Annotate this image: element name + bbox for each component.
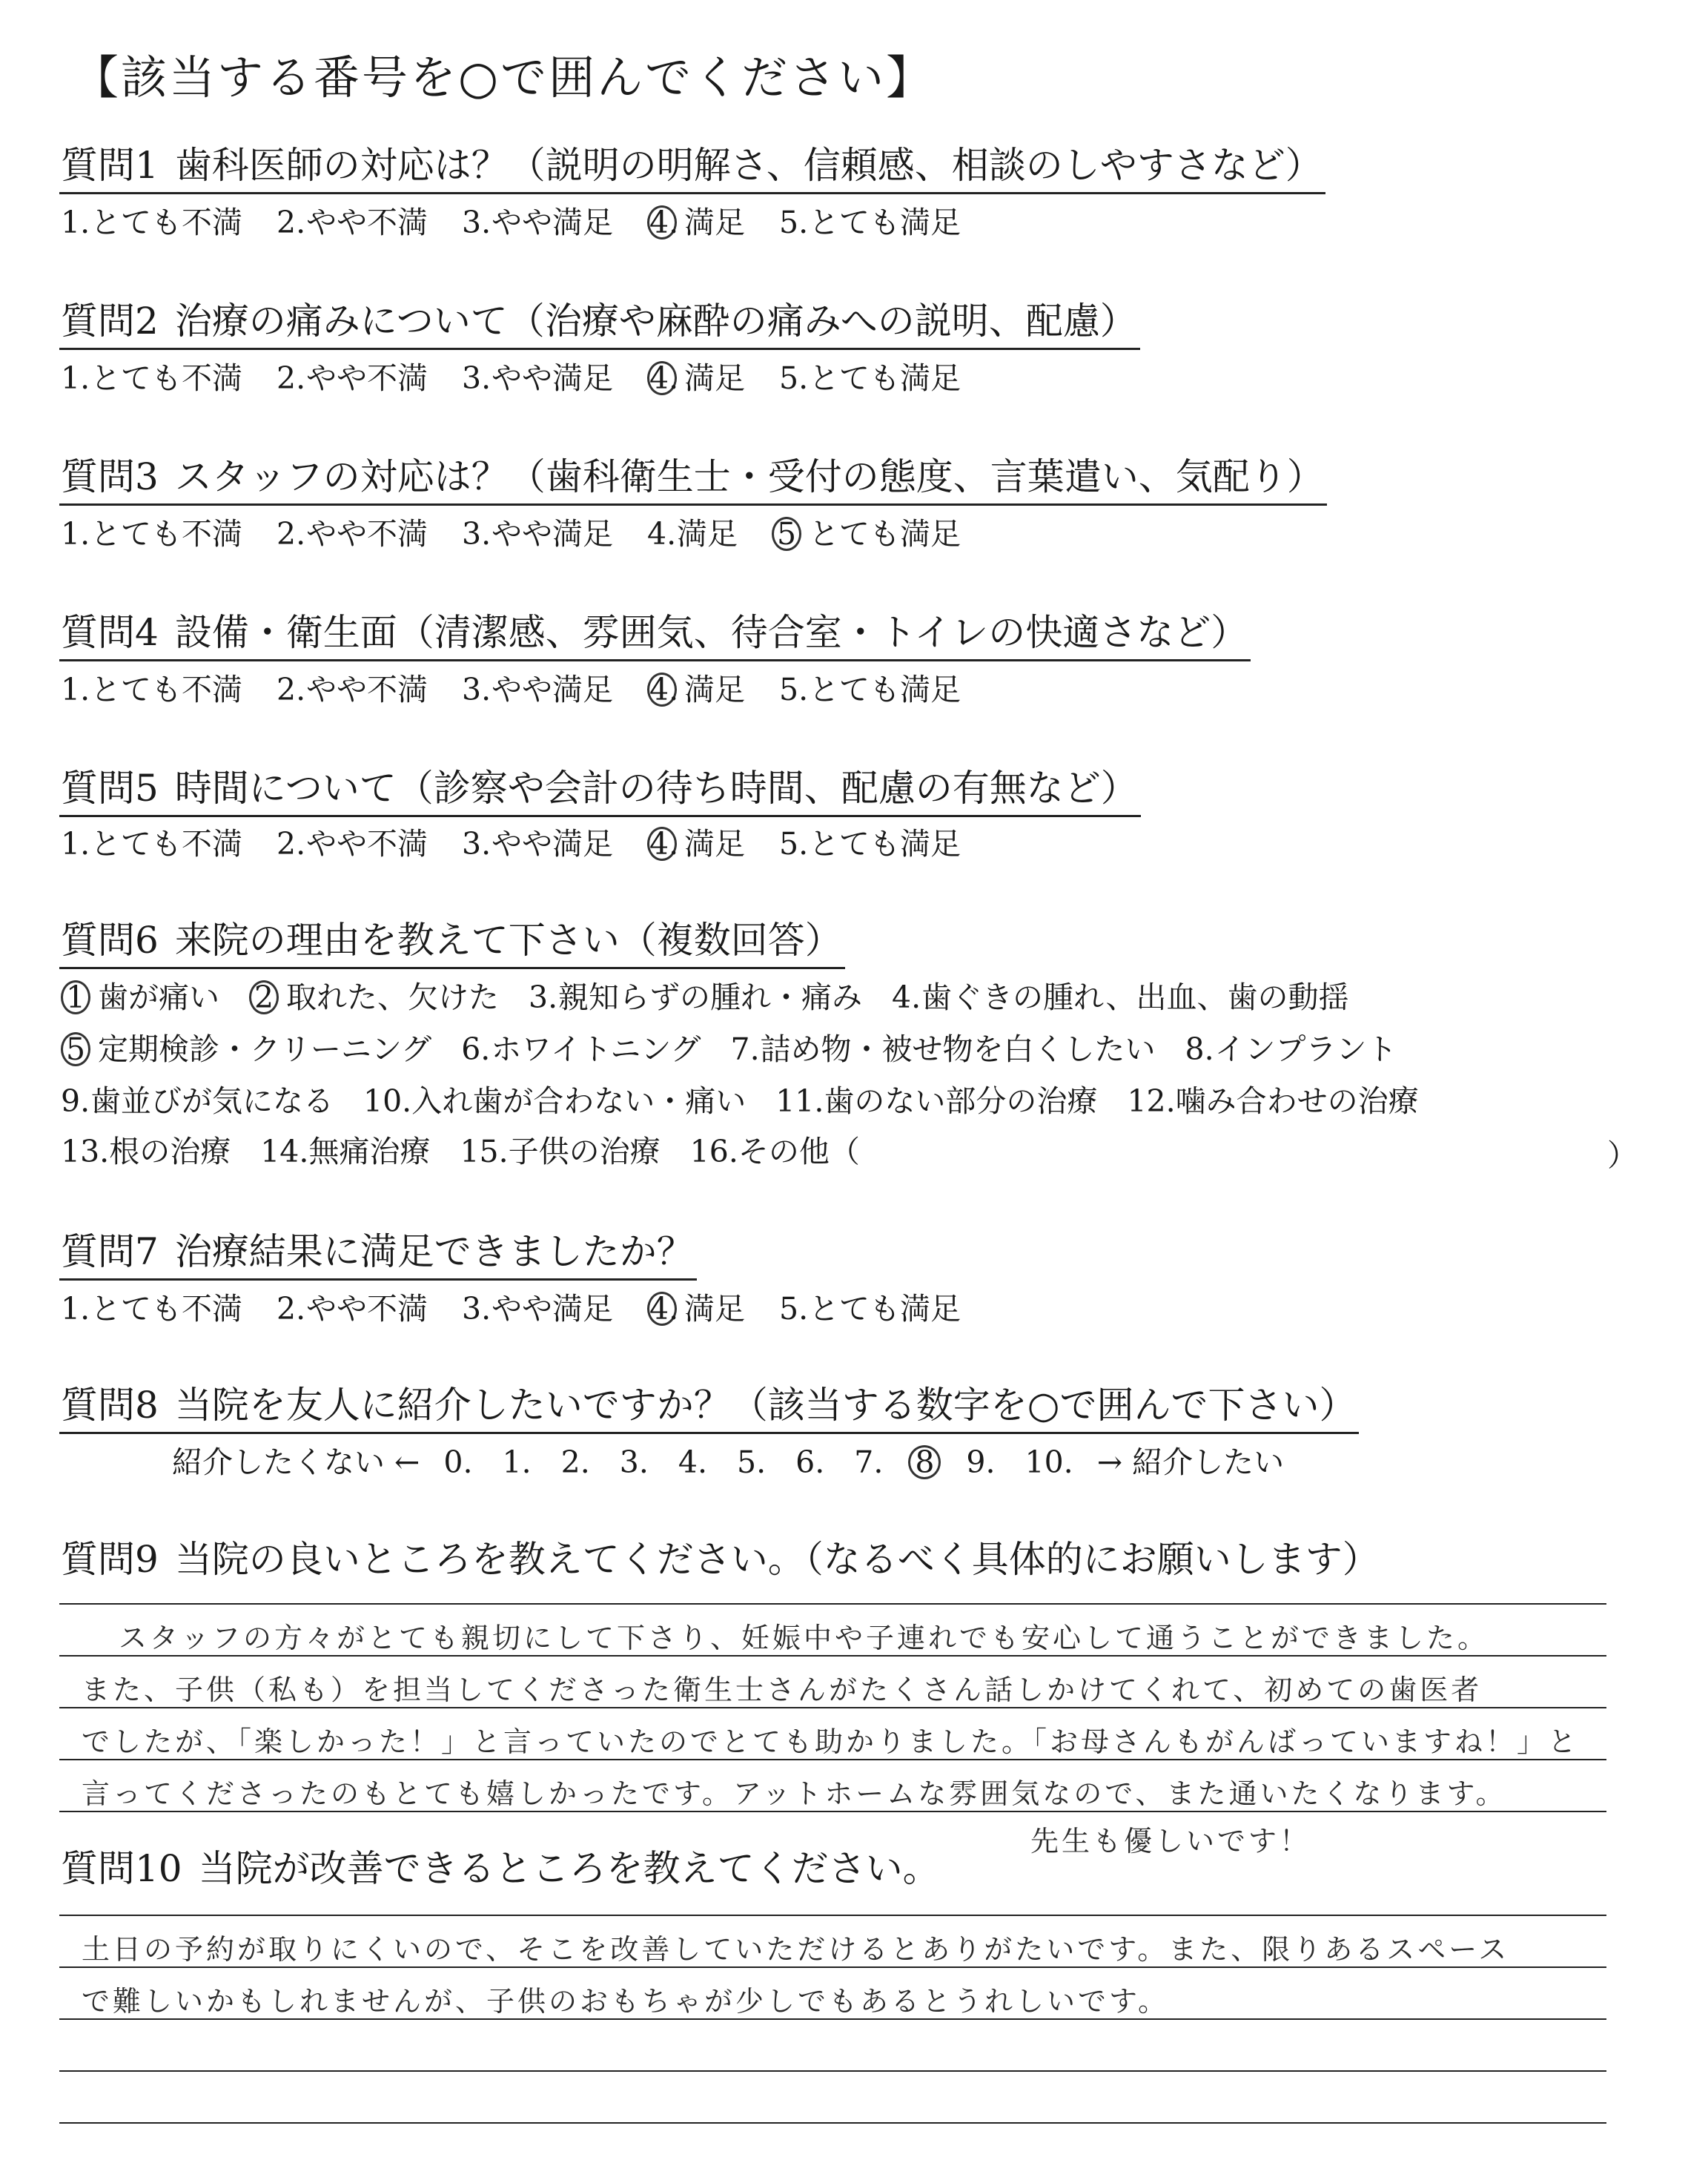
ruled-line (59, 2018, 1606, 2020)
options-row (61, 671, 995, 708)
option-label: 取れた、欠けた (286, 980, 499, 1015)
question-number: 質問7 (61, 1230, 159, 1273)
question-text: 時間について（診察や会計の待ち時間、配慮の有無など） (174, 767, 1138, 810)
options-row (61, 515, 995, 552)
question-text: スタッフの対応は？（歯科衛生士・受付の態度、言葉遣い、気配り） (174, 455, 1324, 498)
option-number: 3. (462, 826, 491, 862)
option[interactable] (647, 671, 745, 708)
option-label: とても満足 (809, 672, 961, 707)
option[interactable] (462, 1290, 613, 1327)
option-label: 詰め物・被せ物を白くしたい (760, 1031, 1156, 1067)
option[interactable] (277, 360, 428, 397)
option-label: とても不満 (90, 205, 242, 240)
option-label: 満足 (684, 1291, 745, 1327)
option-label: 満足 (677, 516, 738, 552)
option-label: とても不満 (90, 1291, 242, 1327)
option-label: 無痛治療 (308, 1134, 431, 1169)
option-label: 満足 (684, 205, 745, 240)
reason-option[interactable] (529, 979, 862, 1016)
reason-option[interactable] (61, 979, 219, 1016)
option-label: 歯ぐきの腫れ、出血、歯の動揺 (921, 980, 1349, 1015)
ruled-line (59, 2070, 1606, 2072)
option[interactable] (61, 671, 242, 708)
reason-option[interactable] (363, 1083, 746, 1120)
option-label: 満足 (684, 360, 745, 396)
reason-option[interactable] (1185, 1031, 1397, 1068)
option-number: 2. (277, 205, 306, 240)
option-label: とても不満 (90, 672, 242, 707)
option-number: 3. (462, 205, 491, 240)
recommend-scale (163, 1444, 1293, 1481)
reason-row (61, 1083, 1449, 1120)
option-label: とても満足 (809, 1291, 961, 1327)
option-label: やや不満 (306, 1291, 428, 1327)
option-label: ホワイトニング (491, 1031, 701, 1067)
ruled-line (59, 1915, 1606, 1916)
ruled-line (59, 1759, 1606, 1760)
reason-row (61, 979, 1378, 1016)
option-label: とても満足 (809, 360, 961, 396)
option[interactable] (779, 360, 961, 397)
question-text: 歯科医師の対応は？（説明の明解さ、信頼感、相談のしやすさなど） (174, 144, 1323, 187)
option[interactable] (61, 204, 242, 241)
option-number: 1. (61, 826, 90, 862)
circled-option-number: 2 (249, 980, 279, 1014)
question-title (59, 145, 1325, 194)
option-number: 1. (61, 205, 90, 240)
option-label: 子供の治療 (508, 1134, 661, 1169)
reason-row (61, 1133, 890, 1170)
question-text: 来院の理由を教えて下さい（複数回答） (174, 919, 842, 962)
option-number: 5. (779, 360, 809, 396)
scale-left-label: 紹介したくない ← (172, 1444, 420, 1480)
option[interactable] (647, 360, 745, 397)
scale-number[interactable]: 5. (737, 1444, 767, 1480)
option-label: その他（ (738, 1134, 860, 1169)
option[interactable] (779, 825, 961, 862)
handwritten-answer-line: スタッフの方々がとても親切にして下さり、妊娠中や子連れでも安心して通うことができました。 (119, 1622, 1489, 1654)
option[interactable] (647, 1290, 745, 1327)
option[interactable] (779, 204, 961, 241)
option-number: 5. (779, 826, 809, 862)
ruled-line (59, 1655, 1606, 1657)
option-number: 5. (779, 672, 809, 707)
question-title (59, 1539, 1383, 1586)
option-number: 2. (277, 826, 306, 862)
scale-number[interactable]: 3. (619, 1444, 649, 1480)
question-title (59, 612, 1251, 661)
handwritten-answer-line: また、子供（私も）を担当してくださった衛生士さんがたくさん話しかけてくれて、初めての歯医者 (82, 1674, 1483, 1706)
option-label: やや満足 (491, 360, 613, 396)
option[interactable] (647, 825, 745, 862)
circled-option-number: 4. (647, 205, 677, 240)
options-row (61, 825, 995, 862)
handwritten-answer-line: 言ってくださったのもとても嬉しかったです。アットホームな雰囲気なので、また通いたくなります。 (82, 1777, 1507, 1810)
reason-option[interactable] (61, 1083, 334, 1120)
option-number: 2. (277, 516, 306, 552)
circled-option-number: 4. (647, 361, 677, 395)
scale-right-label: → 紹介したい (1096, 1444, 1285, 1480)
circled-option-number: 5 (772, 517, 801, 551)
ruled-line (59, 2122, 1606, 2124)
reason-option[interactable] (460, 1133, 660, 1170)
reason-option[interactable] (260, 1133, 430, 1170)
question-number: 質問9 (61, 1538, 159, 1581)
option[interactable] (462, 825, 613, 862)
question-text: 治療結果に満足できましたか？ (174, 1230, 694, 1273)
option-number: 7. (730, 1031, 760, 1067)
option[interactable] (462, 515, 613, 552)
ruled-line (59, 1811, 1606, 1812)
option-number: 2. (277, 1291, 306, 1327)
option-number: 6. (461, 1031, 491, 1067)
question-title (59, 1848, 943, 1895)
reason-option[interactable] (731, 1031, 1156, 1068)
option[interactable] (277, 1290, 428, 1327)
question-number: 質問3 (61, 455, 159, 498)
scale-number[interactable]: 4. (678, 1444, 708, 1480)
option-label: とても不満 (90, 826, 242, 862)
option[interactable] (772, 515, 961, 552)
option[interactable] (277, 204, 428, 241)
reason-row (61, 1031, 1427, 1068)
option-number: 4. (892, 980, 921, 1015)
option-label: やや不満 (306, 826, 428, 862)
question-title (59, 300, 1140, 350)
option-number: 14. (260, 1134, 309, 1169)
other-close-paren: ） (1607, 1137, 1638, 1173)
reason-option[interactable] (690, 1133, 860, 1170)
reason-option[interactable] (775, 1083, 1097, 1120)
scale-number[interactable]: 7. (854, 1444, 884, 1480)
option-number: 8. (1185, 1031, 1214, 1067)
option-label: やや不満 (306, 672, 428, 707)
option-label: やや満足 (491, 205, 613, 240)
option-label: 歯が痛い (98, 980, 219, 1015)
option-label: 歯並びが気になる (90, 1083, 334, 1119)
reason-option[interactable] (61, 1133, 231, 1170)
handwritten-note: 先生も優しいです！ (1030, 1825, 1311, 1857)
option-label: やや不満 (306, 360, 428, 396)
ruled-line (59, 1966, 1606, 1968)
option-number: 16. (689, 1134, 738, 1169)
scale-number[interactable]: 2. (560, 1444, 590, 1480)
option-number: 11. (775, 1083, 824, 1119)
option-number: 1. (61, 1291, 90, 1327)
circled-option-number: 4. (647, 827, 677, 861)
question-number: 質問2 (61, 300, 159, 343)
question-title (59, 919, 845, 969)
question-number: 質問5 (61, 767, 159, 810)
scale-number[interactable]: 6. (795, 1444, 825, 1480)
option-label: 噛み合わせの治療 (1175, 1083, 1419, 1119)
option[interactable] (462, 204, 613, 241)
option-label: とても満足 (809, 516, 961, 552)
circled-option-number: 4. (647, 673, 677, 707)
option-number: 3. (462, 1291, 491, 1327)
reason-option[interactable] (461, 1031, 701, 1068)
option-number: 9. (61, 1083, 90, 1119)
option-number: 5. (779, 1291, 809, 1327)
option-label: やや満足 (491, 1291, 613, 1327)
scale-number[interactable]: 0. (443, 1444, 473, 1480)
option-label: 入れ歯が合わない・痛い (411, 1083, 747, 1119)
option-label: やや満足 (491, 826, 613, 862)
circled-option-number: 5 (61, 1032, 90, 1066)
reason-option[interactable] (61, 1031, 431, 1068)
option[interactable] (277, 515, 428, 552)
circled-option-number: 4. (647, 1292, 677, 1326)
option-number: 3. (462, 360, 491, 396)
question-title (59, 1384, 1359, 1434)
scale-number[interactable]: 1. (502, 1444, 532, 1480)
reason-option[interactable] (1127, 1083, 1418, 1120)
ruled-line (59, 1603, 1606, 1605)
question-text: 当院の良いところを教えてください。（なるべく具体的にお願いします） (174, 1538, 1380, 1581)
option-number: 1. (61, 360, 90, 396)
option[interactable] (277, 825, 428, 862)
option-label: やや不満 (306, 516, 428, 552)
option-number: 5. (779, 205, 809, 240)
handwritten-answer-line: 土日の予約が取りにくいので、そこを改善していただけるとありがたいです。また、限りあるスペース (82, 1933, 1510, 1966)
instruction-header: 【該当する番号を○で囲んでください】 (73, 50, 935, 105)
question-text: 設備・衛生面（清潔感、雰囲気、待合室・トイレの快適さなど） (174, 611, 1248, 654)
option-label: とても満足 (809, 826, 961, 862)
option[interactable] (61, 825, 242, 862)
option-label: やや不満 (306, 205, 428, 240)
question-title (59, 1231, 697, 1281)
question-number: 質問10 (61, 1847, 182, 1890)
question-text: 治療の痛みについて（治療や麻酔の痛みへの説明、配慮） (174, 300, 1137, 343)
scale-number[interactable]: 9. (966, 1444, 996, 1480)
option[interactable] (647, 515, 738, 552)
ruled-line (59, 1707, 1606, 1708)
options-row (61, 360, 995, 397)
handwritten-answer-line: で難しいかもしれませんが、子供のおもちゃが少しでもあるとうれしいです。 (82, 1985, 1169, 2018)
option[interactable] (277, 671, 428, 708)
options-row (61, 204, 995, 241)
option-number: 13. (61, 1134, 110, 1169)
option-label: やや満足 (491, 672, 613, 707)
option-label: 親知らずの腫れ・痛み (558, 980, 862, 1015)
option-number: 10. (363, 1083, 412, 1119)
option[interactable] (779, 1290, 961, 1327)
option[interactable] (779, 671, 961, 708)
option-number: 3. (462, 672, 491, 707)
option[interactable] (61, 515, 242, 552)
circled-scale-number[interactable]: 8 (908, 1445, 941, 1479)
question-number: 質問4 (61, 611, 159, 654)
option-label: インプラント (1214, 1031, 1397, 1067)
option-label: 根の治療 (109, 1134, 231, 1169)
options-row (61, 1290, 995, 1327)
question-number: 質問6 (61, 919, 159, 962)
circled-option-number: 1 (61, 980, 90, 1014)
option-number: 12. (1127, 1083, 1176, 1119)
option-number: 15. (460, 1134, 509, 1169)
option-number: 3. (462, 516, 491, 552)
option-number: 1. (61, 516, 90, 552)
question-title (59, 767, 1141, 817)
option-label: とても不満 (90, 360, 242, 396)
option[interactable] (61, 360, 242, 397)
reason-option[interactable] (892, 979, 1348, 1016)
option-number: 2. (277, 672, 306, 707)
option-label: とても満足 (809, 205, 961, 240)
option-label: 定期検診・クリーニング (98, 1031, 432, 1067)
question-title (59, 456, 1327, 506)
question-text: 当院が改善できるところを教えてください。 (198, 1847, 940, 1890)
option-number: 4. (647, 516, 677, 552)
option[interactable] (462, 360, 613, 397)
question-text: 当院を友人に紹介したいですか？（該当する数字を○で囲んで下さい） (174, 1384, 1357, 1427)
option-label: 歯のない部分の治療 (824, 1083, 1098, 1119)
option-label: とても不満 (90, 516, 242, 552)
question-number: 質問1 (61, 144, 159, 187)
option[interactable] (61, 1290, 242, 1327)
option-label: やや満足 (491, 516, 613, 552)
handwritten-answer-line: でしたが、「楽しかった！」と言っていたのでとても助かりました。「お母さんもがんばっていますね！」と (82, 1725, 1580, 1758)
option[interactable] (462, 671, 613, 708)
option-number: 2. (277, 360, 306, 396)
scale-number[interactable]: 10. (1025, 1444, 1073, 1480)
option-label: 満足 (684, 826, 745, 862)
option-label: 満足 (684, 672, 745, 707)
reason-option[interactable] (249, 979, 499, 1016)
question-number: 質問8 (61, 1384, 159, 1427)
option-number: 1. (61, 672, 90, 707)
option-number: 3. (529, 980, 558, 1015)
option[interactable] (647, 204, 745, 241)
